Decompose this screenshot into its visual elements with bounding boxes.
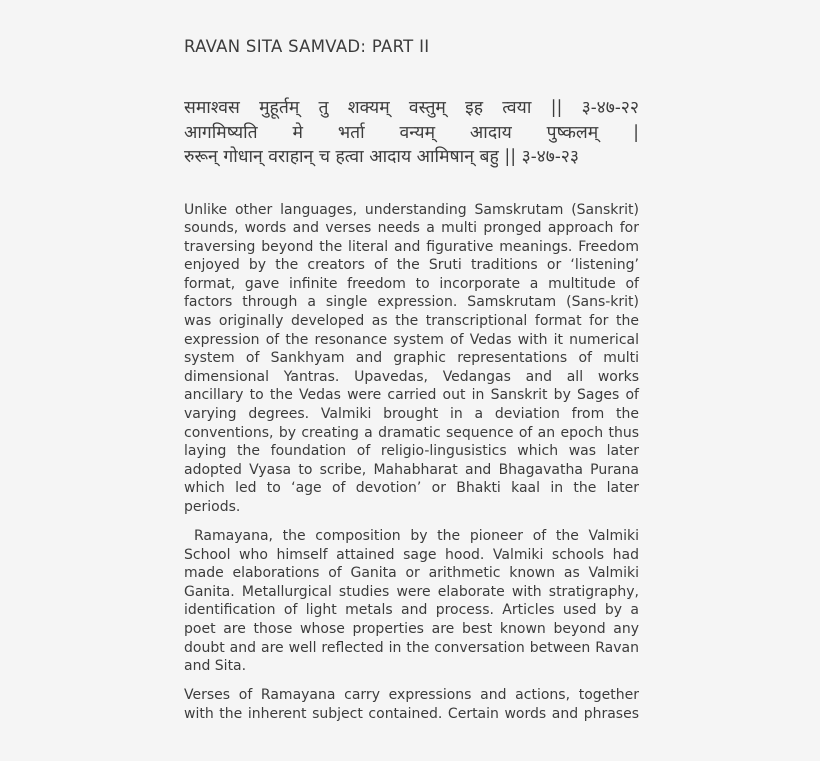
text-line: conventions, by creating a dramatic sequence of an epoch thus <box>184 424 639 441</box>
text-line: ancillary to the Vedas were carried out in Sanskrit by Sages of <box>184 387 639 404</box>
paragraph <box>184 527 639 676</box>
text-line: format, gave infinite freedom to incorporate a multitude of <box>184 275 639 292</box>
text-line: expression of the resonance system of Vedas with it numerical <box>184 331 639 348</box>
verse-line: आगमिष्यति मे भर्ता वन्यम् आदाय पुष्कलम् | <box>184 122 639 143</box>
text-line: and Sita. <box>184 658 247 675</box>
text-line: laying the foundation of religio-lingusistics which was later <box>184 443 639 460</box>
text-line: Ramayana, the composition by the pioneer of the Valmiki <box>194 528 639 545</box>
verse-line: समाश्वस मुहूर्तम् तु शक्यम् वस्तुम् इह त्वया || ३-४७-२२ <box>184 98 639 118</box>
page-title: RAVAN SITA SAMVAD: PART II <box>184 37 430 56</box>
article-body <box>184 201 639 724</box>
text-line: traversing beyond the literal and figurative meanings. Freedom <box>184 238 639 255</box>
text-line: system of Sankhyam and graphic representations of multi <box>184 350 639 367</box>
text-line: doubt and are well reflected in the conversation between Ravan <box>184 639 639 656</box>
text-line: Ganita. Metallurgical studies were elaborate with stratigraphy, <box>184 583 639 600</box>
text-line: identification of light metals and process. Articles used by a <box>184 602 639 619</box>
text-line: School who himself attained sage hood. Valmiki schools had <box>184 546 639 563</box>
text-line: adopted Vyasa to scribe, Mahabharat and Bhagavatha Purana <box>184 461 639 478</box>
text-line: periods. <box>184 499 241 515</box>
document-page <box>184 0 639 724</box>
text-line: was originally developed as the transcriptional format for the <box>184 313 639 330</box>
text-line: with the inherent subject contained. Certain words and phrases <box>184 705 639 722</box>
verse-line: रुरून् गोधान् वराहान् च हत्वा आदाय आमिषान् बहु || ३-४७-२३ <box>184 147 579 167</box>
paragraph <box>184 201 639 517</box>
text-line: dimensional Yantras. Upavedas, Vedangas and all works <box>184 368 639 385</box>
text-line: poet are those whose properties are best known beyond any <box>184 621 639 638</box>
paragraph <box>184 686 639 723</box>
text-line: varying degrees. Valmiki brought in a deviation from the <box>184 406 639 423</box>
text-line: made elaborations of Ganita or arithmetic known as Valmiki <box>184 565 639 582</box>
text-line: Unlike other languages, understanding Samskrutam (Sanskrit) <box>184 201 639 218</box>
text-line: Verses of Ramayana carry expressions and actions, together <box>184 687 639 704</box>
text-line: factors through a single expression. Samskrutam (Sans-krit) <box>184 294 639 311</box>
text-line: which led to ‘age of devotion’ or Bhakti kaal in the later <box>184 480 639 497</box>
text-line: sounds, words and verses needs a multi pronged approach for <box>184 220 639 237</box>
text-line: enjoyed by the creators of the Sruti traditions or ‘listening’ <box>184 257 639 274</box>
sanskrit-verse-block <box>184 96 639 170</box>
